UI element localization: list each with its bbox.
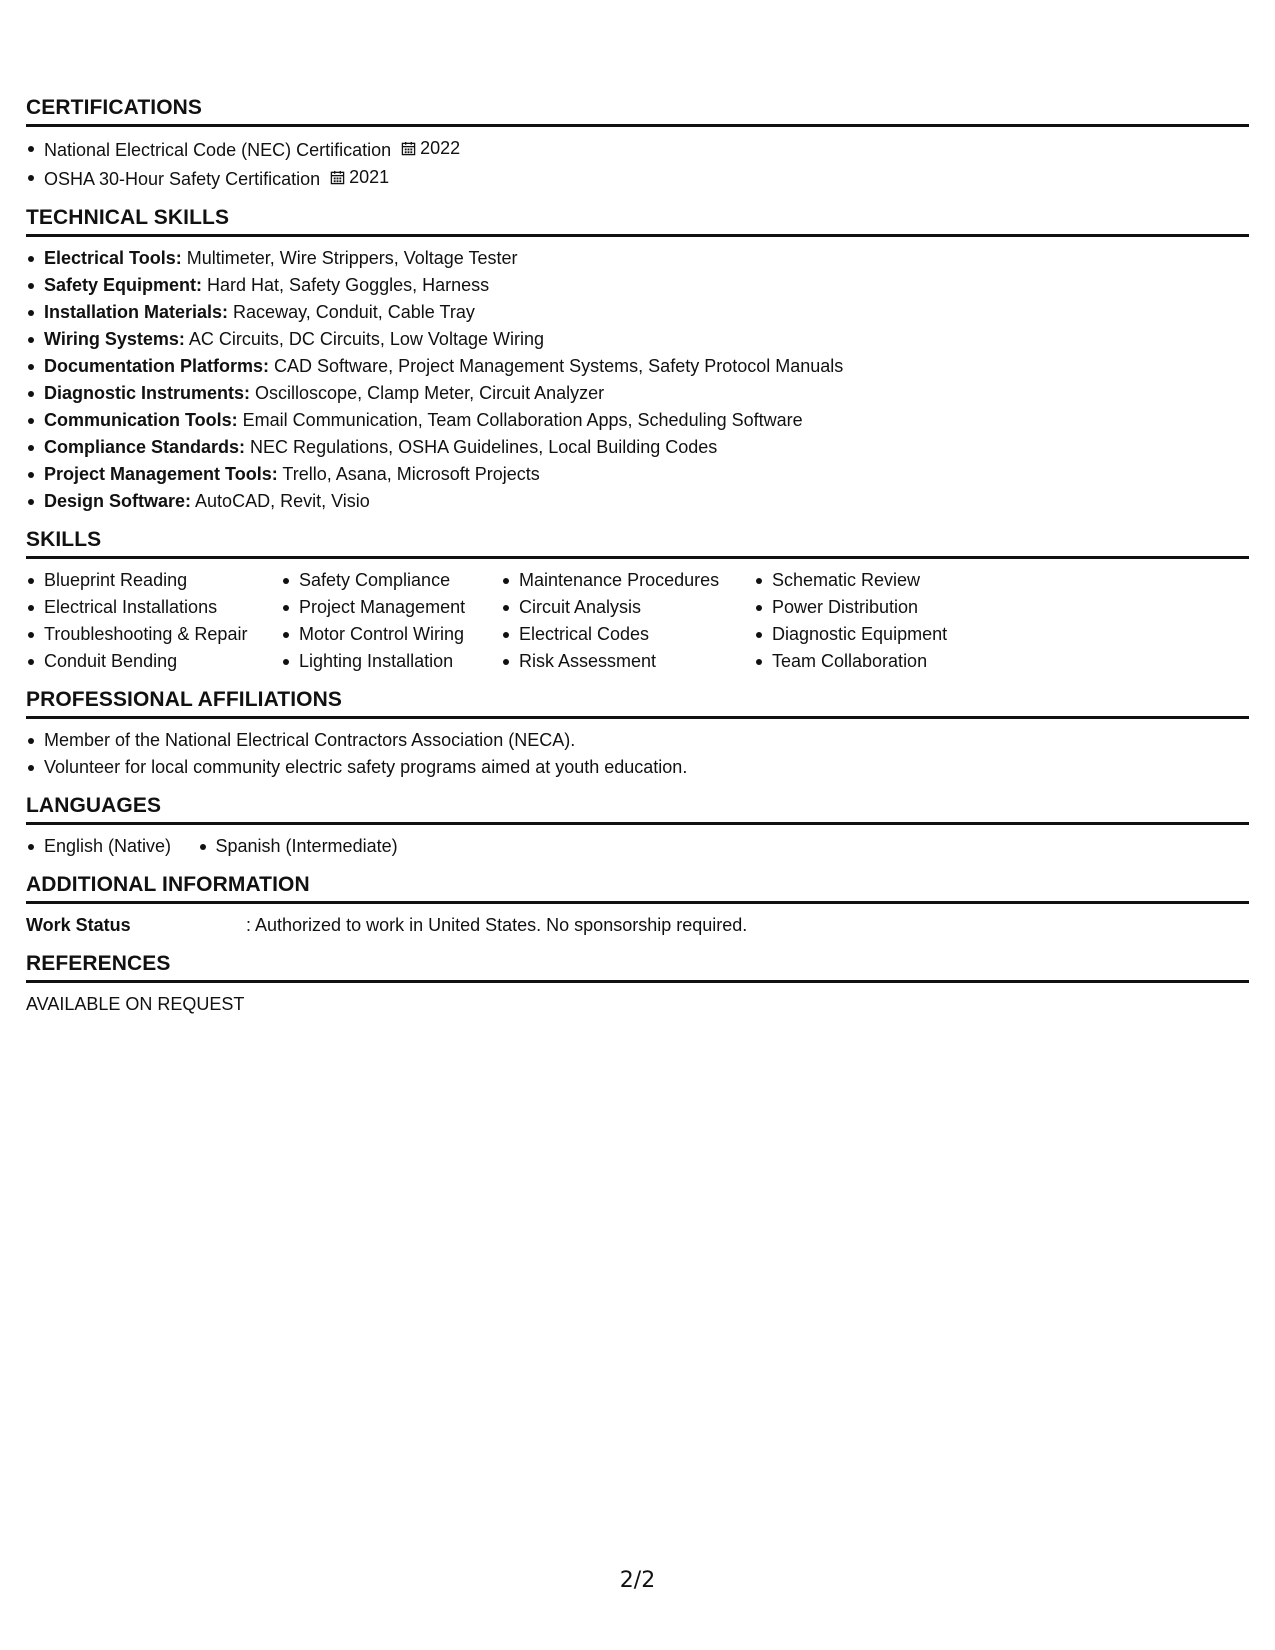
technical-skill-label: Design Software: — [44, 491, 192, 511]
technical-skill-label: Wiring Systems: — [44, 329, 185, 349]
skill-item: Team Collaboration — [754, 648, 994, 675]
additional-info-section — [26, 873, 1249, 952]
technical-skill-label: Electrical Tools: — [44, 248, 182, 268]
technical-skill-item — [26, 353, 1249, 380]
skill-item: Risk Assessment — [501, 648, 754, 675]
technical-skill-label: Diagnostic Instruments: — [44, 383, 251, 403]
technical-skill-value: Trello, Asana, Microsoft Projects — [277, 464, 540, 484]
technical-skill-label: Communication Tools: — [44, 410, 238, 430]
skill-item: Troubleshooting & Repair — [26, 621, 281, 648]
certifications-list — [26, 135, 1249, 193]
work-status-label: Work Status — [26, 915, 131, 935]
languages-title: LANGUAGES — [26, 794, 1249, 825]
calendar-icon — [330, 170, 345, 185]
references-text: AVAILABLE ON REQUEST — [26, 994, 245, 1014]
skill-item: Schematic Review — [754, 567, 994, 594]
technical-skill-label: Installation Materials: — [44, 302, 229, 322]
technical-skill-item — [26, 488, 1249, 515]
technical-skill-item — [26, 245, 1249, 272]
languages-list — [26, 833, 420, 860]
technical-skill-value: AutoCAD, Revit, Visio — [191, 491, 370, 511]
affiliations-list — [26, 727, 1249, 781]
additional-info-title: ADDITIONAL INFORMATION — [26, 873, 1249, 904]
skill-item: Conduit Bending — [26, 648, 281, 675]
skill-item: Safety Compliance — [281, 567, 501, 594]
technical-skills-title: TECHNICAL SKILLS — [26, 206, 1249, 237]
technical-skill-value: Hard Hat, Safety Goggles, Harness — [202, 275, 490, 295]
skills-grid — [26, 567, 1249, 675]
technical-skill-value: AC Circuits, DC Circuits, Low Voltage Wiring — [184, 329, 544, 349]
affiliation-item: Volunteer for local community electric safety programs aimed at youth education. — [26, 754, 1249, 781]
skills-column — [26, 567, 281, 675]
skill-item: Motor Control Wiring — [281, 621, 501, 648]
page-number: 2/2 — [619, 1568, 656, 1593]
technical-skill-label: Compliance Standards: — [44, 437, 246, 457]
technical-skill-item — [26, 272, 1249, 299]
technical-skill-label: Documentation Platforms: — [44, 356, 270, 376]
certification-year: 2022 — [420, 138, 461, 158]
certifications-section — [26, 96, 1249, 206]
certification-name: OSHA 30-Hour Safety Certification — [44, 169, 321, 189]
technical-skill-value: Raceway, Conduit, Cable Tray — [228, 302, 475, 322]
certification-name: National Electrical Code (NEC) Certification — [44, 140, 392, 160]
technical-skill-label: Safety Equipment: — [44, 275, 203, 295]
skill-item: Diagnostic Equipment — [754, 621, 994, 648]
technical-skills-list — [26, 245, 1249, 515]
skill-item: Maintenance Procedures — [501, 567, 754, 594]
certification-item — [26, 164, 1249, 193]
skills-column — [281, 567, 501, 675]
language-item: Spanish (Intermediate) — [198, 833, 398, 860]
skills-column — [501, 567, 754, 675]
languages-section — [26, 794, 1249, 873]
technical-skill-value: Email Communication, Team Collaboration Apps, Scheduling Software — [237, 410, 803, 430]
skills-section — [26, 528, 1249, 688]
skill-item: Power Distribution — [754, 594, 994, 621]
skill-item: Circuit Analysis — [501, 594, 754, 621]
skill-item: Blueprint Reading — [26, 567, 281, 594]
technical-skill-value: CAD Software, Project Management Systems, Safety Protocol Manuals — [269, 356, 844, 376]
resume-page — [26, 96, 1249, 1031]
technical-skill-value: Multimeter, Wire Strippers, Voltage Tester — [181, 248, 518, 268]
technical-skills-section — [26, 206, 1249, 528]
language-item: English (Native) — [26, 833, 171, 860]
technical-skill-value: Oscilloscope, Clamp Meter, Circuit Analyzer — [250, 383, 605, 403]
technical-skill-item — [26, 326, 1249, 353]
calendar-icon — [401, 141, 416, 156]
certification-item — [26, 135, 1249, 164]
skills-title: SKILLS — [26, 528, 1249, 559]
certifications-title: CERTIFICATIONS — [26, 96, 1249, 127]
skill-item: Lighting Installation — [281, 648, 501, 675]
work-status-row — [26, 912, 1249, 939]
affiliations-section — [26, 688, 1249, 794]
technical-skill-item — [26, 407, 1249, 434]
technical-skill-item — [26, 434, 1249, 461]
work-status-value: : Authorized to work in United States. No sponsorship required. — [246, 915, 748, 935]
certification-year: 2021 — [349, 167, 390, 187]
references-section — [26, 952, 1249, 1031]
references-title: REFERENCES — [26, 952, 1249, 983]
technical-skill-item — [26, 461, 1249, 488]
skill-item: Project Management — [281, 594, 501, 621]
technical-skill-value: NEC Regulations, OSHA Guidelines, Local Building Codes — [245, 437, 718, 457]
affiliations-title: PROFESSIONAL AFFILIATIONS — [26, 688, 1249, 719]
technical-skill-item — [26, 380, 1249, 407]
skills-column — [754, 567, 994, 675]
technical-skill-label: Project Management Tools: — [44, 464, 278, 484]
affiliation-item: Member of the National Electrical Contractors Association (NECA). — [26, 727, 1249, 754]
technical-skill-item — [26, 299, 1249, 326]
skill-item: Electrical Codes — [501, 621, 754, 648]
skill-item: Electrical Installations — [26, 594, 281, 621]
